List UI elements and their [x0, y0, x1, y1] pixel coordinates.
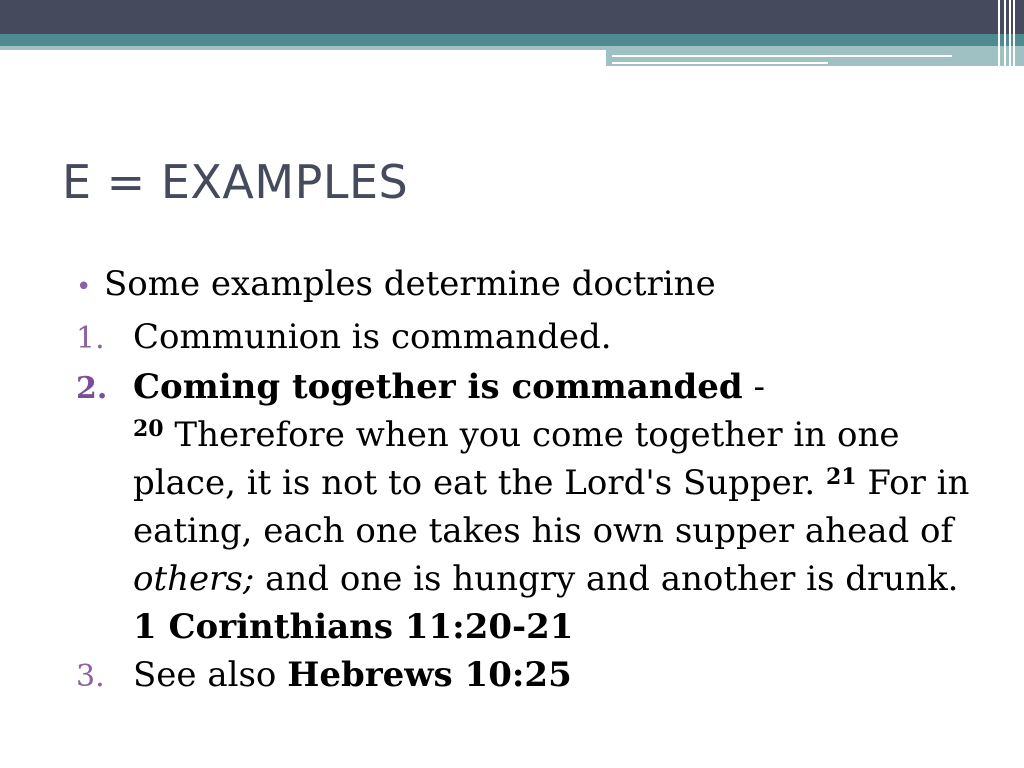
verse-text: and one is hungry and another is drunk.	[254, 559, 959, 599]
verse-text: For in eating, each one takes his own supper ahead of	[133, 463, 970, 551]
scripture-reference: Hebrews 10:25	[287, 655, 572, 695]
list-item-1	[76, 313, 976, 363]
bullet-marker: •	[76, 272, 92, 302]
list-number: 1.	[76, 321, 105, 356]
header-divider-line	[612, 55, 952, 57]
list-item-2	[76, 363, 976, 651]
bullet-item	[76, 260, 976, 311]
see-also-prefix: See also	[133, 655, 288, 695]
list-number: 2.	[76, 371, 108, 406]
list-item-3	[76, 651, 976, 701]
slide-title: E = EXAMPLES	[62, 155, 409, 209]
scripture-reference: 1 Corinthians 11:20-21	[133, 607, 574, 647]
header-stripes	[994, 0, 1024, 70]
list-item-heading: Coming together is commanded	[133, 367, 743, 407]
header-teal-band	[0, 34, 1024, 46]
verse-number: 21	[825, 464, 857, 490]
bullet-text: Some examples determine doctrine	[104, 264, 716, 304]
slide-body	[76, 260, 976, 701]
list-item-text	[133, 651, 976, 699]
scripture-passage	[133, 363, 976, 651]
header-light-band	[0, 46, 606, 50]
verse-text: Therefore when you come together in one place, it is not to eat the Lord's Supper.	[133, 415, 900, 503]
list-number: 3.	[76, 659, 105, 694]
list-item-text: Communion is commanded.	[133, 317, 612, 357]
header-divider-line	[612, 62, 828, 64]
verse-italic-text: others;	[133, 559, 255, 599]
heading-dash: -	[742, 367, 766, 407]
verse-number: 20	[133, 416, 164, 442]
header-dark-band	[0, 0, 1024, 34]
